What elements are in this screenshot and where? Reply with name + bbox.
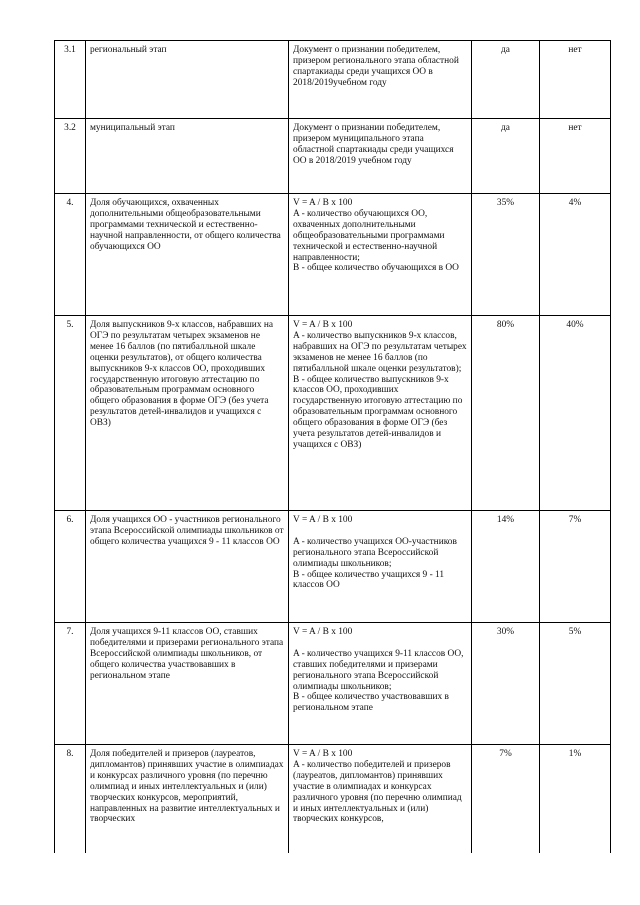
formula-cell (289, 745, 472, 853)
formula-cell: Документ о признании победителем, призером регионального этапа областной спартакиады среди учащихся ОО в 2018/2019учебном году (289, 41, 472, 119)
value-a-cell: 35% (472, 194, 540, 316)
value-b-cell: 1% (540, 745, 611, 853)
value-a-cell: 14% (472, 511, 540, 623)
row-number: 4. (55, 194, 86, 316)
table-row (55, 623, 611, 745)
table-row (55, 41, 611, 119)
indicator-cell: региональный этап (86, 41, 289, 119)
formula-cell (289, 623, 472, 745)
formula-text: V = A / B x 100 A - количество победителей и призеров (лауреатов, дипломантов) принявших участие в олимпиадах и конкурсах различного уровня (по перечню олимпиад и иных интеллектуальных и (или) творческих конкурсов, (293, 749, 462, 825)
value-b-cell: 40% (540, 316, 611, 511)
criteria-table (54, 40, 611, 853)
formula-text: V = A / B x 100 A - количество учащихся ОО-участников регионального этапа Всероссийской олимпиады школьников; B - общее количество учащихся 9 - 11 классов ОО (293, 515, 457, 591)
formula-cell: Документ о признании победителем, призером муниципального этапа областной спартакиады среди учащихся ОО в 2018/2019 учебном году (289, 119, 472, 194)
value-b-cell: нет (540, 41, 611, 119)
value-a-cell: 80% (472, 316, 540, 511)
row-number: 3.2 (55, 119, 86, 194)
value-a-cell: 7% (472, 745, 540, 853)
row-number: 5. (55, 316, 86, 511)
indicator-cell: Доля учащихся 9-11 классов ОО, ставших победителями и призерами регионального этапа Всероссийской олимпиады школьников, от общего количества участвовавших в региональном этапе (86, 623, 289, 745)
formula-cell (289, 511, 472, 623)
value-a-cell: да (472, 119, 540, 194)
value-b-cell: 4% (540, 194, 611, 316)
table-row (55, 511, 611, 623)
indicator-cell: Доля выпускников 9-х классов, набравших на ОГЭ по результатам четырех экзаменов не менее 16 баллов (по пятибалльной шкале оценки результатов), от общего количества выпускников 9-х классов ОО, проходивших государственную итоговую аттестацию по образовательным программам основного общего образования в форме ОГЭ (без учета результатов детей-инвалидов и учащихся с ОВЗ) (86, 316, 289, 511)
table-row (55, 119, 611, 194)
value-a-cell: 30% (472, 623, 540, 745)
indicator-cell: Доля учащихся ОО - участников регионального этапа Всероссийской олимпиады школьников от общего количества учащихся 9 - 11 классов ОО (86, 511, 289, 623)
formula-text: V = A / B x 100 A - количество учащихся 9-11 классов ОО, ставших победителями и призерами регионального этапа Всероссийской олимпиады школьников; B - общее количество участвовавших в региональном этапе (293, 627, 464, 714)
row-number: 6. (55, 511, 86, 623)
table-row (55, 745, 611, 853)
table-row (55, 316, 611, 511)
indicator-cell: муниципальный этап (86, 119, 289, 194)
indicator-cell: Доля обучающихся, охваченных дополнительными общеобразовательными программами технической и естественно-научной направленности, от общего количества обучающихся ОО (86, 194, 289, 316)
formula-cell (289, 194, 472, 316)
indicator-cell: Доля победителей и призеров (лауреатов, дипломантов) принявших участие в олимпиадах и конкурсах различного уровня (по перечню олимпиад и иных интеллектуальных и (или) творческих конкурсов, мероприятий, направленных на развитие интеллектуальных и творческих (86, 745, 289, 853)
formula-cell (289, 316, 472, 511)
table-row (55, 194, 611, 316)
formula-text: V = A / B x 100 A - количество обучающихся ОО, охваченных дополнительными общеобразовательными программами технической и естественно-научной направленности; B - общее количество обучающихся в ОО (293, 198, 459, 274)
value-b-cell: 5% (540, 623, 611, 745)
formula-text: V = A / B x 100 A - количество выпускников 9-х классов, набравших на ОГЭ по результатам четырех экзаменов не менее 16 баллов (по пятибалльной шкале оценки результатов); B - общее количество выпускников 9-х классов ОО, проходивших государственную итоговую аттестацию по образовательным программам основного общего образования в форме ОГЭ (без учета результатов детей-инвалидов и учащихся с ОВЗ) (293, 320, 467, 450)
row-number: 3.1 (55, 41, 86, 119)
row-number: 8. (55, 745, 86, 853)
value-a-cell: да (472, 41, 540, 119)
row-number: 7. (55, 623, 86, 745)
value-b-cell: нет (540, 119, 611, 194)
value-b-cell: 7% (540, 511, 611, 623)
